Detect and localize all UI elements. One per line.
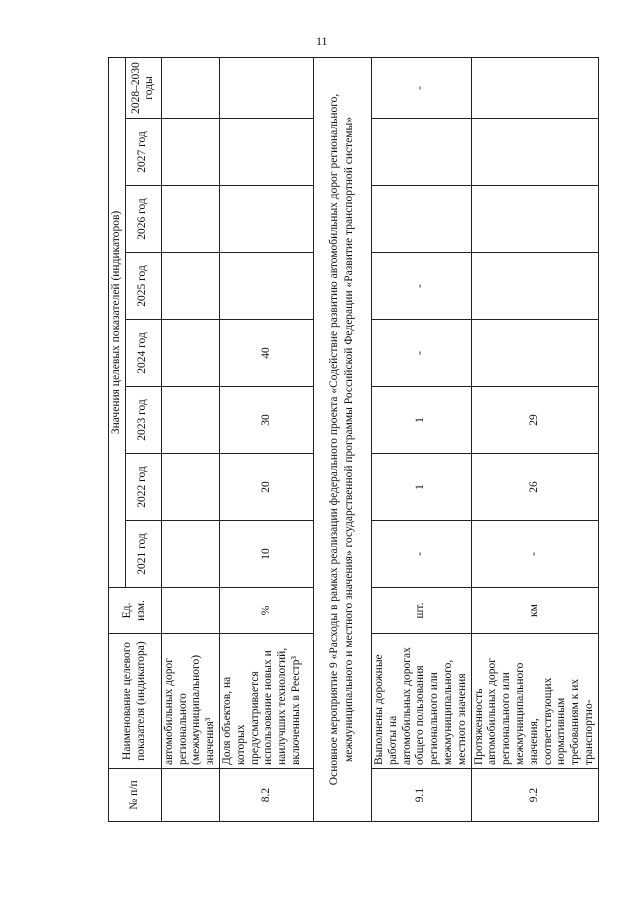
row-value: 29	[471, 387, 598, 454]
row-value	[161, 454, 219, 521]
header-year: 2024 год	[125, 320, 161, 387]
row-name: Выполнены дорожные работы на автомобильных дорогах общего пользования регионального или межмуниципального, местного значения	[371, 634, 471, 769]
row-value: -	[371, 57, 471, 118]
row-value	[371, 119, 471, 186]
table-row	[219, 57, 313, 821]
row-value	[471, 57, 598, 118]
row-value	[471, 253, 598, 320]
header-group: Значения целевых показателей (индикаторов)	[109, 57, 126, 587]
row-value: 26	[471, 454, 598, 521]
table-row	[371, 57, 471, 821]
table-row	[161, 57, 219, 821]
row-unit	[161, 588, 219, 634]
row-value	[161, 320, 219, 387]
row-value: -	[371, 521, 471, 588]
row-name: Протяженность автомобильных дорог регионального или межмуниципального значения, соответствующих нормативным требованиям к их транспортно-	[471, 634, 598, 769]
row-name: автомобильных дорог регионального (межмуниципального) значения³	[161, 634, 219, 769]
row-value	[161, 387, 219, 454]
header-name: Наименование целевого показателя (индикатора)	[109, 634, 162, 769]
rotated-table-container	[108, 58, 595, 822]
row-value	[161, 57, 219, 118]
row-value	[161, 119, 219, 186]
header-year: 2027 год	[125, 119, 161, 186]
row-value	[471, 186, 598, 253]
row-value: -	[371, 320, 471, 387]
section-row	[313, 57, 371, 821]
row-unit: шт.	[371, 588, 471, 634]
row-value	[219, 186, 313, 253]
row-value: 1	[371, 387, 471, 454]
row-value: 1	[371, 454, 471, 521]
row-num: 9.2	[471, 769, 598, 822]
row-value	[219, 253, 313, 320]
page-number: 11	[316, 34, 328, 48]
row-num: 8.2	[219, 769, 313, 822]
row-value: -	[471, 521, 598, 588]
row-name: Доля объектов, на которых предусматривается использование новых и наилучших технологий, включенных в Реестр³	[219, 634, 313, 769]
header-year: 2026 год	[125, 186, 161, 253]
row-unit: км	[471, 588, 598, 634]
row-value: 20	[219, 454, 313, 521]
header-year: 2028–2030 годы	[125, 57, 161, 118]
row-value	[471, 119, 598, 186]
header-num: № п/п	[109, 769, 162, 822]
row-value	[161, 186, 219, 253]
table-row	[471, 57, 598, 821]
row-value: 40	[219, 320, 313, 387]
row-value	[219, 119, 313, 186]
row-value: -	[371, 253, 471, 320]
row-unit: %	[219, 588, 313, 634]
row-value	[161, 253, 219, 320]
row-value	[371, 186, 471, 253]
header-year: 2023 год	[125, 387, 161, 454]
row-num	[161, 769, 219, 822]
row-value: 10	[219, 521, 313, 588]
header-year: 2021 год	[125, 521, 161, 588]
row-value	[161, 521, 219, 588]
row-value: 30	[219, 387, 313, 454]
section-title: Основное мероприятие 9 «Расходы в рамках реализации федерального проекта «Содействие развитию автомобильных дорог регионального, межмуниципального и местного значения» государственной программы Российской Федерации «Развитие транспортной системы»	[313, 57, 371, 821]
row-num: 9.1	[371, 769, 471, 822]
row-value	[471, 320, 598, 387]
header-year: 2022 год	[125, 454, 161, 521]
header-year: 2025 год	[125, 253, 161, 320]
indicators-table	[108, 57, 599, 822]
row-value	[219, 57, 313, 118]
header-unit: Ед. изм.	[109, 588, 162, 634]
